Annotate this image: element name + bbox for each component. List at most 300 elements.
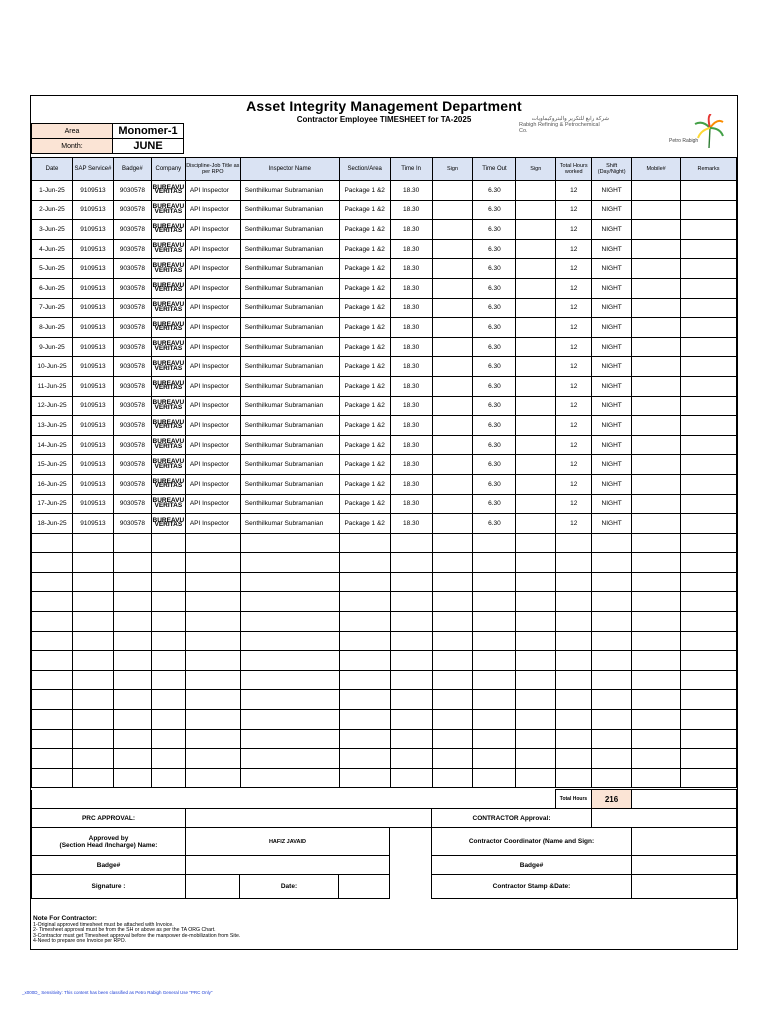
table-row <box>32 357 737 377</box>
cell-empty <box>632 670 681 690</box>
cell-empty <box>339 690 390 710</box>
cell-shift: NIGHT <box>592 376 632 396</box>
table-row <box>32 200 737 220</box>
cell-empty <box>473 729 516 749</box>
cell-name: Senthilkumar Subramanian <box>240 298 339 318</box>
cell-empty <box>681 416 737 436</box>
cell-date: 17-Jun-25 <box>32 494 73 514</box>
cell-empty <box>32 690 73 710</box>
cell-empty <box>681 690 737 710</box>
cell-date: 10-Jun-25 <box>32 357 73 377</box>
cell-empty <box>240 690 339 710</box>
table-row <box>32 396 737 416</box>
cell-company: BUREAVU VERITAS <box>151 278 185 298</box>
cell-empty <box>516 259 556 279</box>
cell-empty <box>390 631 432 651</box>
cell-section: Package 1 &2 <box>339 514 390 534</box>
cell-empty <box>390 553 432 573</box>
cell-badge: 9030578 <box>113 220 151 240</box>
cell-empty <box>151 572 185 592</box>
cell-empty <box>632 729 681 749</box>
table-row <box>32 710 737 730</box>
cell-empty <box>592 729 632 749</box>
cell-empty <box>632 514 681 534</box>
cell-empty <box>681 533 737 553</box>
cell-empty <box>113 710 151 730</box>
cell-empty <box>240 729 339 749</box>
note-item: 2- Timesheet approval must be from the SH or above as per the TA ORG Chart. <box>33 927 216 934</box>
cell-name: Senthilkumar Subramanian <box>240 494 339 514</box>
cell-empty <box>185 612 240 632</box>
cell-empty <box>390 612 432 632</box>
cell-empty <box>681 396 737 416</box>
cell-empty <box>632 220 681 240</box>
cell-empty <box>32 651 73 671</box>
cell-hours: 12 <box>556 416 592 436</box>
cell-empty <box>632 612 681 632</box>
column-header: Mobile# <box>632 158 681 181</box>
cell-shift: NIGHT <box>592 435 632 455</box>
cell-empty <box>390 670 432 690</box>
cell-empty <box>339 631 390 651</box>
cell-company: BUREAVU VERITAS <box>151 220 185 240</box>
cell-empty <box>32 572 73 592</box>
cell-time-out: 6.30 <box>473 298 516 318</box>
table-row <box>32 768 737 788</box>
cell-time-in: 18.30 <box>390 396 432 416</box>
cell-empty <box>339 612 390 632</box>
cell-empty <box>339 592 390 612</box>
cell-time-in: 18.30 <box>390 278 432 298</box>
cell-empty <box>432 239 473 259</box>
cell-empty <box>32 612 73 632</box>
cell-empty <box>432 298 473 318</box>
cell-section: Package 1 &2 <box>339 298 390 318</box>
cell-empty <box>113 612 151 632</box>
cell-shift: NIGHT <box>592 298 632 318</box>
cell-empty <box>473 612 516 632</box>
cell-empty <box>432 572 473 592</box>
cell-empty <box>390 592 432 612</box>
cell-empty <box>681 494 737 514</box>
cell-empty <box>516 690 556 710</box>
cell-empty <box>632 592 681 612</box>
cell-empty <box>113 592 151 612</box>
cell-company: BUREAVU VERITAS <box>151 514 185 534</box>
cell-empty <box>432 494 473 514</box>
cell-company: BUREAVU VERITAS <box>151 298 185 318</box>
cell-empty <box>390 572 432 592</box>
cell-empty <box>632 200 681 220</box>
cell-empty <box>72 710 113 730</box>
cell-empty <box>339 651 390 671</box>
cell-time-in: 18.30 <box>390 435 432 455</box>
cell-shift: NIGHT <box>592 337 632 357</box>
cell-empty <box>32 749 73 769</box>
cell-time-in: 18.30 <box>390 474 432 494</box>
cell-empty <box>151 612 185 632</box>
cell-empty <box>32 631 73 651</box>
table-row <box>32 749 737 769</box>
cell-time-out: 6.30 <box>473 455 516 475</box>
cell-job: API Inspector <box>185 416 240 436</box>
cell-empty <box>432 514 473 534</box>
cell-time-in: 18.30 <box>390 200 432 220</box>
cell-name: Senthilkumar Subramanian <box>240 259 339 279</box>
approver-name: HAFIZ JAVAID <box>186 828 390 856</box>
cell-badge: 9030578 <box>113 200 151 220</box>
company-name-arabic: شركة رابغ للتكرير والبتروكيماويات <box>531 116 609 122</box>
cell-empty <box>681 259 737 279</box>
column-header: Total Hours worked <box>556 158 592 181</box>
cell-company: BUREAVU VERITAS <box>151 435 185 455</box>
column-header: Company <box>151 158 185 181</box>
palm-tree-icon <box>665 114 725 160</box>
table-row <box>32 239 737 259</box>
cell-empty <box>681 357 737 377</box>
cell-time-in: 18.30 <box>390 298 432 318</box>
cell-date: 16-Jun-25 <box>32 474 73 494</box>
cell-empty <box>473 690 516 710</box>
cell-empty <box>556 729 592 749</box>
cell-empty <box>113 553 151 573</box>
cell-empty <box>151 553 185 573</box>
cell-empty <box>516 376 556 396</box>
cell-company: BUREAVU VERITAS <box>151 416 185 436</box>
cell-hours: 12 <box>556 181 592 201</box>
cell-badge: 9030578 <box>113 259 151 279</box>
cell-empty <box>681 337 737 357</box>
cell-empty <box>113 690 151 710</box>
timesheet-sheet <box>30 95 738 950</box>
cell-name: Senthilkumar Subramanian <box>240 220 339 240</box>
cell-empty <box>240 749 339 769</box>
cell-empty <box>681 376 737 396</box>
cell-sap: 9109513 <box>72 435 113 455</box>
cell-empty <box>632 396 681 416</box>
cell-empty <box>681 318 737 338</box>
cell-hours: 12 <box>556 396 592 416</box>
column-header: SAP Service# <box>72 158 113 181</box>
cell-empty <box>556 651 592 671</box>
cell-empty <box>72 651 113 671</box>
cell-badge: 9030578 <box>113 376 151 396</box>
cell-section: Package 1 &2 <box>339 455 390 475</box>
note-item: 4-Need to prepare one Invoice per RPO. <box>33 938 127 945</box>
cell-time-in: 18.30 <box>390 416 432 436</box>
cell-section: Package 1 &2 <box>339 376 390 396</box>
cell-empty <box>516 572 556 592</box>
cell-shift: NIGHT <box>592 200 632 220</box>
cell-empty <box>632 572 681 592</box>
cell-empty <box>240 572 339 592</box>
cell-empty <box>72 768 113 788</box>
cell-empty <box>390 651 432 671</box>
cell-job: API Inspector <box>185 200 240 220</box>
cell-section: Package 1 &2 <box>339 337 390 357</box>
cell-empty <box>556 572 592 592</box>
cell-empty <box>240 670 339 690</box>
cell-date: 9-Jun-25 <box>32 337 73 357</box>
cell-empty <box>240 592 339 612</box>
cell-hours: 12 <box>556 259 592 279</box>
cell-date: 7-Jun-25 <box>32 298 73 318</box>
cell-empty <box>516 455 556 475</box>
area-label: Area <box>32 124 113 139</box>
cell-name: Senthilkumar Subramanian <box>240 376 339 396</box>
cell-name: Senthilkumar Subramanian <box>240 278 339 298</box>
cell-sap: 9109513 <box>72 357 113 377</box>
cell-empty <box>151 631 185 651</box>
cell-time-in: 18.30 <box>390 259 432 279</box>
cell-section: Package 1 &2 <box>339 396 390 416</box>
logo-brand-name: Petro Rabigh <box>669 138 699 144</box>
cell-empty <box>592 553 632 573</box>
cell-empty <box>113 651 151 671</box>
month-label: Month: <box>32 139 113 154</box>
column-header: Badge# <box>113 158 151 181</box>
contractor-approval-label: CONTRACTOR Approval: <box>432 809 592 828</box>
cell-section: Package 1 &2 <box>339 200 390 220</box>
cell-shift: NIGHT <box>592 318 632 338</box>
cell-empty <box>72 631 113 651</box>
date-label: Date: <box>240 875 339 899</box>
cell-empty <box>681 514 737 534</box>
cell-empty <box>339 572 390 592</box>
table-row <box>32 612 737 632</box>
cell-empty <box>632 768 681 788</box>
table-row <box>32 337 737 357</box>
cell-empty <box>240 533 339 553</box>
cell-job: API Inspector <box>185 494 240 514</box>
cell-empty <box>632 259 681 279</box>
cell-empty <box>240 631 339 651</box>
cell-time-in: 18.30 <box>390 455 432 475</box>
cell-section: Package 1 &2 <box>339 416 390 436</box>
cell-time-out: 6.30 <box>473 396 516 416</box>
cell-empty <box>339 533 390 553</box>
area-month-info <box>31 123 184 154</box>
cell-job: API Inspector <box>185 357 240 377</box>
cell-empty <box>432 474 473 494</box>
cell-empty <box>390 749 432 769</box>
cell-empty <box>516 278 556 298</box>
cell-empty <box>556 710 592 730</box>
cell-empty <box>113 749 151 769</box>
cell-empty <box>592 631 632 651</box>
cell-empty <box>32 670 73 690</box>
cell-time-in: 18.30 <box>390 239 432 259</box>
cell-badge: 9030578 <box>113 514 151 534</box>
cell-empty <box>516 514 556 534</box>
cell-badge: 9030578 <box>113 318 151 338</box>
spacer-row <box>32 899 737 909</box>
cell-empty <box>390 533 432 553</box>
note-item: 1-Original approved timesheet must be attached with Invoice. <box>33 921 174 928</box>
cell-company: BUREAVU VERITAS <box>151 200 185 220</box>
cell-empty <box>185 572 240 592</box>
cell-empty <box>516 416 556 436</box>
cell-shift: NIGHT <box>592 278 632 298</box>
cell-empty <box>516 298 556 318</box>
cell-empty <box>473 572 516 592</box>
cell-sap: 9109513 <box>72 259 113 279</box>
cell-empty <box>390 690 432 710</box>
cell-empty <box>432 553 473 573</box>
cell-empty <box>632 455 681 475</box>
cell-empty <box>72 690 113 710</box>
approver-row <box>32 828 737 856</box>
cell-empty <box>632 474 681 494</box>
total-hours-label: Total Hours <box>556 790 592 809</box>
cell-empty <box>432 278 473 298</box>
cell-hours: 12 <box>556 220 592 240</box>
table-row <box>32 298 737 318</box>
cell-name: Senthilkumar Subramanian <box>240 396 339 416</box>
cell-empty <box>516 553 556 573</box>
cell-company: BUREAVU VERITAS <box>151 181 185 201</box>
cell-sap: 9109513 <box>72 239 113 259</box>
cell-badge: 9030578 <box>113 337 151 357</box>
cell-empty <box>556 553 592 573</box>
cell-empty <box>185 553 240 573</box>
cell-empty <box>516 200 556 220</box>
cell-empty <box>473 651 516 671</box>
cell-empty <box>113 729 151 749</box>
cell-empty <box>390 710 432 730</box>
table-row <box>32 259 737 279</box>
cell-empty <box>339 729 390 749</box>
cell-sap: 9109513 <box>72 200 113 220</box>
cell-empty <box>681 455 737 475</box>
cell-empty <box>240 768 339 788</box>
cell-empty <box>592 749 632 769</box>
cell-company: BUREAVU VERITAS <box>151 474 185 494</box>
cell-empty <box>516 494 556 514</box>
cell-empty <box>473 749 516 769</box>
cell-hours: 12 <box>556 337 592 357</box>
column-header: Time In <box>390 158 432 181</box>
table-row <box>32 670 737 690</box>
company-name <box>519 116 609 134</box>
cell-empty <box>632 376 681 396</box>
cell-empty <box>432 749 473 769</box>
cell-empty <box>556 592 592 612</box>
cell-empty <box>151 710 185 730</box>
cell-hours: 12 <box>556 435 592 455</box>
cell-company: BUREAVU VERITAS <box>151 494 185 514</box>
cell-name: Senthilkumar Subramanian <box>240 357 339 377</box>
approved-by-label <box>32 828 186 856</box>
cell-time-in: 18.30 <box>390 514 432 534</box>
cell-time-out: 6.30 <box>473 239 516 259</box>
cell-empty <box>592 592 632 612</box>
cell-badge: 9030578 <box>113 181 151 201</box>
cell-name: Senthilkumar Subramanian <box>240 181 339 201</box>
cell-empty <box>473 768 516 788</box>
cell-empty <box>151 768 185 788</box>
cell-empty <box>72 749 113 769</box>
cell-date: 5-Jun-25 <box>32 259 73 279</box>
cell-job: API Inspector <box>185 337 240 357</box>
cell-empty <box>556 612 592 632</box>
cell-empty <box>632 533 681 553</box>
cell-shift: NIGHT <box>592 181 632 201</box>
cell-company: BUREAVU VERITAS <box>151 337 185 357</box>
cell-empty <box>516 749 556 769</box>
cell-hours: 12 <box>556 474 592 494</box>
cell-name: Senthilkumar Subramanian <box>240 455 339 475</box>
cell-time-out: 6.30 <box>473 181 516 201</box>
cell-time-out: 6.30 <box>473 494 516 514</box>
column-header: Date <box>32 158 73 181</box>
cell-empty <box>556 749 592 769</box>
cell-section: Package 1 &2 <box>339 318 390 338</box>
cell-time-out: 6.30 <box>473 514 516 534</box>
cell-empty <box>516 710 556 730</box>
cell-empty <box>185 768 240 788</box>
cell-empty <box>592 533 632 553</box>
cell-empty <box>32 768 73 788</box>
cell-time-in: 18.30 <box>390 318 432 338</box>
cell-empty <box>390 729 432 749</box>
table-row <box>32 455 737 475</box>
cell-empty <box>432 435 473 455</box>
cell-sap: 9109513 <box>72 318 113 338</box>
cell-empty <box>632 416 681 436</box>
cell-shift: NIGHT <box>592 239 632 259</box>
cell-empty <box>185 729 240 749</box>
table-row <box>32 494 737 514</box>
cell-empty <box>432 670 473 690</box>
cell-empty <box>681 612 737 632</box>
cell-empty <box>516 592 556 612</box>
cell-empty <box>72 553 113 573</box>
cell-badge: 9030578 <box>113 416 151 436</box>
column-header: Sign <box>432 158 473 181</box>
cell-empty <box>32 592 73 612</box>
cell-empty <box>151 670 185 690</box>
cell-job: API Inspector <box>185 278 240 298</box>
column-header: Time Out <box>473 158 516 181</box>
cell-section: Package 1 &2 <box>339 494 390 514</box>
cell-time-out: 6.30 <box>473 416 516 436</box>
cell-shift: NIGHT <box>592 455 632 475</box>
cell-empty <box>681 239 737 259</box>
cell-empty <box>72 533 113 553</box>
table-row <box>32 220 737 240</box>
cell-empty <box>556 533 592 553</box>
cell-empty <box>32 533 73 553</box>
cell-job: API Inspector <box>185 474 240 494</box>
cell-time-out: 6.30 <box>473 474 516 494</box>
cell-empty <box>390 768 432 788</box>
month-value: JUNE <box>113 139 184 154</box>
cell-empty <box>632 710 681 730</box>
cell-company: BUREAVU VERITAS <box>151 455 185 475</box>
signature-label: Signature : <box>32 875 186 899</box>
cell-empty <box>681 474 737 494</box>
cell-empty <box>473 553 516 573</box>
cell-shift: NIGHT <box>592 416 632 436</box>
cell-empty <box>113 533 151 553</box>
cell-empty <box>632 690 681 710</box>
cell-time-out: 6.30 <box>473 435 516 455</box>
cell-empty <box>632 631 681 651</box>
cell-badge: 9030578 <box>113 494 151 514</box>
cell-empty <box>432 612 473 632</box>
table-row <box>32 651 737 671</box>
